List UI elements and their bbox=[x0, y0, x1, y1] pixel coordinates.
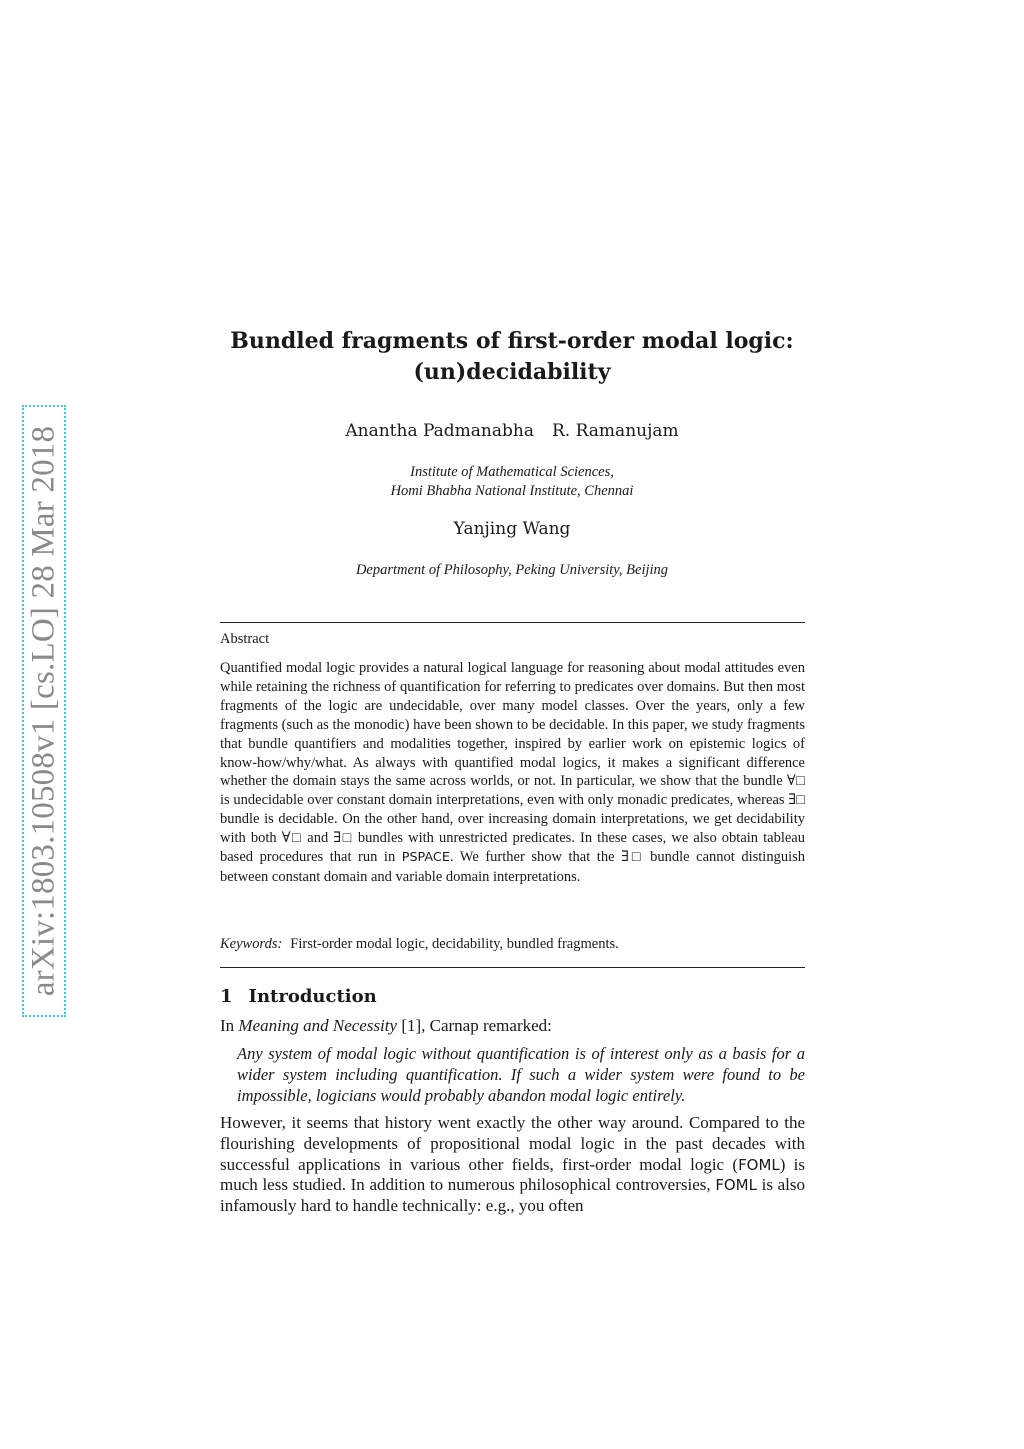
affiliation-1-line-1: Institute of Mathematical Sciences, bbox=[410, 464, 614, 480]
title-line-1: Bundled fragments of first-order modal logic: bbox=[230, 328, 794, 354]
foml-term-2: FOML bbox=[715, 1176, 757, 1195]
abstract-heading: Abstract bbox=[220, 631, 270, 647]
abstract-text bbox=[220, 659, 805, 887]
keywords bbox=[220, 936, 805, 953]
carnap-quote: Any system of modal logic without quantification is of interest only as a basis for a wider system including quantification. If such a wider system were found to be impossible, logicians would probably abandon modal logic entirely. bbox=[237, 1044, 805, 1105]
author-1: Anantha Padmanabha bbox=[345, 421, 534, 441]
keywords-label: Keywords: bbox=[220, 936, 283, 952]
intro-suffix: [1], Carnap remarked: bbox=[397, 1016, 552, 1035]
abstract-top-rule bbox=[220, 622, 805, 623]
intro-paragraph-part-2: ) is much less studied. In addition to numerous philosophical controversies, bbox=[220, 1154, 805, 1195]
paper-title bbox=[220, 326, 804, 388]
arxiv-identifier: arXiv:1803.10508v1 [cs.LO] 28 Mar 2018 bbox=[25, 425, 62, 997]
affiliation-2: Department of Philosophy, Peking University, Beijing bbox=[355, 562, 669, 578]
foml-term-1: FOML bbox=[738, 1155, 780, 1174]
cited-work-title: Meaning and Necessity bbox=[238, 1016, 398, 1035]
pspace-term: PSPACE bbox=[401, 850, 450, 866]
author-2: R. Ramanujam bbox=[552, 421, 679, 441]
author-list bbox=[220, 421, 804, 441]
arxiv-stamp bbox=[22, 405, 66, 1017]
keywords-list: First-order modal logic, decidability, bundled fragments. bbox=[290, 936, 619, 952]
abstract-text-part-2: . We further show that the ∃□ bundle cannot distinguish between constant domain and variable domain interpretations. bbox=[220, 849, 805, 885]
author-3: Yanjing Wang bbox=[453, 519, 571, 539]
title-line-2: (un)decidability bbox=[413, 359, 611, 385]
abstract-text-part-1: Quantified modal logic provides a natural logical language for reasoning about modal attitudes even while retaining the richness of quantification for referring to predicates over domains. But then most fragments of the logic are undecidable, over many model classes. Over the years, only a few fragments (such as the monodic) have been shown to be decidable. In this paper, we study fragments that bundle quantifiers and modalities together, inspired by earlier work on epistemic logics of know-how/why/what. As always with quantified modal logics, it makes a significant difference whether the domain stays the same across worlds, or not. In particular, we show that the bundle ∀□ is undecidable over constant domain interpretations, even with only monadic predicates, whereas ∃□ bundle is decidable. On the other hand, over increasing domain interpretations, we get decidability with both ∀□ and ∃□ bundles with unrestricted predicates. In these cases, we also obtain tableau based procedures that run in bbox=[220, 660, 805, 866]
intro-sentence bbox=[220, 1016, 552, 1036]
section-number: 1 bbox=[220, 986, 233, 1007]
intro-paragraph-part-1: However, it seems that history went exactly the other way around. Compared to the flourishing developments of propositional modal logic in the past decades with successful applications in various other fields, first-order modal logic ( bbox=[220, 1113, 805, 1174]
intro-prefix: In bbox=[220, 1016, 239, 1035]
intro-paragraph-part-3: is also infamously hard to handle technically: e.g., you often bbox=[220, 1175, 805, 1216]
section-title: Introduction bbox=[248, 986, 377, 1007]
section-heading-introduction bbox=[220, 986, 377, 1007]
abstract-bottom-rule bbox=[220, 967, 805, 968]
intro-paragraph bbox=[220, 1113, 805, 1217]
affiliation-1 bbox=[220, 463, 804, 501]
affiliation-1-line-2: Homi Bhabha National Institute, Chennai bbox=[390, 483, 634, 499]
